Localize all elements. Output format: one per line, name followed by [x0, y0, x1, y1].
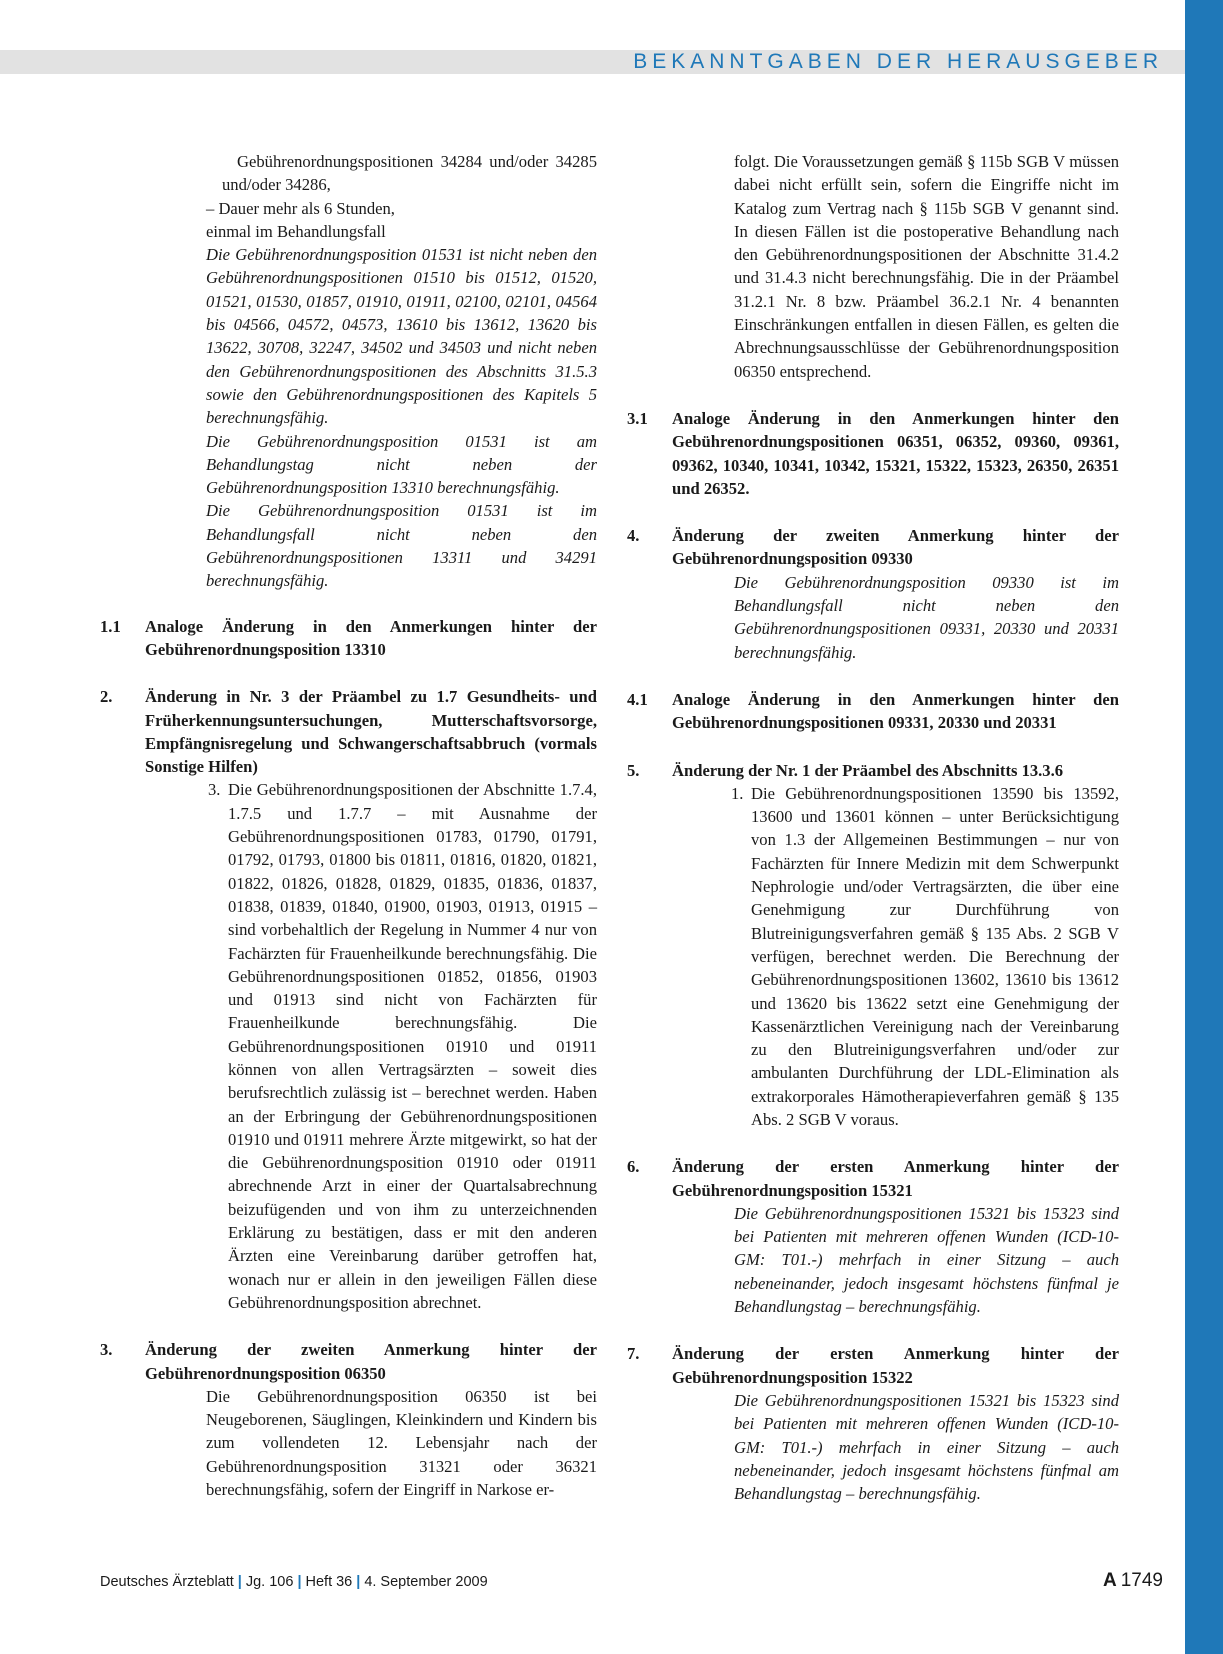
list-number: 3. [208, 780, 221, 800]
section-4-1 [627, 688, 1119, 735]
section-heading: Änderung in Nr. 3 der Präambel zu 1.7 Gesundheits- und Früherkennungsuntersuchungen, Mutterschaftsvorsorge, Empfängnisregelung und Schwangerschaftsabbruch (vormals Sonstige Hilfen) [145, 687, 597, 777]
footer-separator: | [237, 1574, 242, 1590]
section-header-title: BEKANNTGABEN DER HERAUSGEBER [633, 50, 1163, 73]
section-7-body: Die Gebührenordnungspositionen 15321 bis 15323 sind bei Patienten mit mehreren offenen Wunden (ICD-10-GM: T01.-) mehrfach in einer Sitzung – auch nebeneinander, jedoch insgesamt höchstens fünfmal am Behandlungstag – berechnungsfähig. [734, 1390, 1119, 1504]
intro-line-2: – Dauer mehr als 6 Stunden, [206, 198, 395, 218]
section-number: 2. [100, 687, 113, 707]
section-4-body: Die Gebührenordnungsposition 09330 ist im Behandlungsfall nicht neben den Gebührenordnungspositionen 09331, 20330 und 20331 berechnungsfähig. [734, 572, 1119, 662]
section-number: 5. [627, 760, 640, 780]
section-1-1 [100, 615, 597, 662]
list-text: Die Gebührenordnungspositionen 13590 bis 13592, 13600 und 13601 können – unter Berücksichtigung von 1.3 der Allgemeinen Bestimmungen – nur von Fachärzten für Innere Medizin mit dem Schwerpunkt Nephrologie und/oder Vertragsärzten, die über eine Genehmigung zur Durchführung von Blutreinigungsverfahren gemäß § 135 Abs. 2 SGB V verfügen, berechnet werden. Die Berechnung der Gebührenordnungspositionen 13602, 13610 bis 13612 und 13620 bis 13622 setzt eine Genehmigung der Kassenärztlichen Vereinigung nach der Vereinbarung zu den Blutreinigungsverfahren und/oder zur ambulanten Durchführung der LDL-Elimination als extrakorporales Hämotherapieverfahren gemäß § 135 Abs. 2 SGB V voraus. [751, 783, 1119, 1129]
section-heading: Analoge Änderung in den Anmerkungen hinter den Gebührenordnungspositionen 09331, 20330 und 20331 [672, 689, 1119, 733]
section-number: 7. [627, 1344, 640, 1364]
section-heading: Änderung der zweiten Anmerkung hinter der Gebührenordnungsposition 09330 [672, 526, 1119, 569]
continued-text: folgt. Die Voraussetzungen gemäß § 115b SGB V müssen dabei nicht erfüllt sein, sofern die Eingriffe nicht im Katalog zum Vertrag nach § 115b SGB V genannt sind. In diesen Fällen ist die postoperative Behandlung nach den Gebührenordnungspositionen der Abschnitte 31.4.2 und 31.4.3 nicht berechnungsfähig. Die in der Präambel 31.2.1 Nr. 8 bzw. Präambel 36.2.1 Nr. 4 benannten Einschränkungen entfallen in diesen Fällen, es gelten die Abrechnungsausschlüsse der Gebührenordnungsposition 06350 entsprechend. [734, 152, 1119, 381]
annotation-3: Die Gebührenordnungsposition 01531 ist im Behandlungsfall nicht neben den Gebührenordnungspositionen 13311 und 34291 berechnungsfähig. [206, 501, 597, 591]
footer-separator: | [297, 1574, 302, 1590]
annotation-1: Die Gebührenordnungsposition 01531 ist nicht neben den Gebührenordnungspositionen 01510 bis 01512, 01520, 01521, 01530, 01857, 01910, 01911, 02100, 02101, 04564 bis 04566, 04572, 04573, 13610 bis 13612, 13620 bis 13622, 30708, 32247, 34502 und 34503 und nicht neben den Gebührenordnungspositionen des Abschnitts 31.5.3 sowie den Gebührenordnungspositionen des Kapitels 5 berechnungsfähig. [206, 245, 597, 428]
journal-date: 4. September 2009 [364, 1574, 488, 1590]
section-heading: Änderung der Nr. 1 der Präambel des Abschnitts 13.3.6 [672, 760, 1064, 780]
section-number: 3. [100, 1340, 113, 1360]
section-4 [627, 524, 1119, 571]
page-prefix: A [1102, 1570, 1117, 1591]
section-6 [627, 1155, 1119, 1202]
footer-separator: | [356, 1574, 361, 1590]
section-number: 6. [627, 1157, 640, 1177]
section-6-body: Die Gebührenordnungspositionen 15321 bis 15323 sind bei Patienten mit mehreren offenen Wunden (ICD-10-GM: T01.-) mehrfach in einer Sitzung – auch nebeneinander, jedoch insgesamt höchstens fünfmal je Behandlungstag – berechnungsfähig. [734, 1203, 1119, 1317]
section-2 [100, 685, 597, 778]
section-5-list-item [731, 782, 1119, 1131]
intro-line-3: einmal im Behandlungsfall [206, 221, 386, 241]
section-number: 4. [627, 526, 640, 546]
section-heading: Änderung der ersten Anmerkung hinter der Gebührenordnungsposition 15321 [672, 1157, 1119, 1200]
page-value: 1749 [1120, 1570, 1163, 1591]
section-heading: Analoge Änderung in den Anmerkungen hinter der Gebührenordnungsposition 13310 [145, 616, 597, 659]
section-5 [627, 759, 1119, 782]
footer-citation [100, 1574, 488, 1590]
section-2-list-item [208, 778, 597, 1314]
section-3 [100, 1338, 597, 1385]
side-accent-bar [1185, 0, 1223, 1654]
intro-line-1: Gebührenordnungspositionen 34284 und/oder 34285 und/oder 34286, [222, 152, 597, 195]
section-3-body: Die Gebührenordnungsposition 06350 ist bei Neugeborenen, Säuglingen, Kleinkindern und Kindern bis zum vollendeten 12. Lebensjahr nach der Gebührenordnungsposition 31321 oder 36321 berechnungsfähig, sofern der Eingriff in Narkose er- [206, 1386, 597, 1500]
annotation-2: Die Gebührenordnungsposition 01531 ist am Behandlungstag nicht neben der Gebührenordnungsposition 13310 berechnungsfähig. [206, 431, 597, 498]
journal-volume: Jg. 106 [245, 1574, 294, 1590]
section-3-1 [627, 407, 1119, 500]
list-text: Die Gebührenordnungspositionen der Abschnitte 1.7.4, 1.7.5 und 1.7.7 – mit Ausnahme der Gebührenordnungspositionen 01783, 01790, 01791, 01792, 01793, 01800 bis 01811, 01816, 01820, 01821, 01822, 01826, 01828, 01829, 01835, 01836, 01837, 01838, 01839, 01840, 01900, 01903, 01913, 01915 – sind vorbehaltlich der Regelung in Nummer 4 nur von Fachärzten für Frauenheilkunde berechnungsfähig. Die Gebührenordnungspositionen 01852, 01856, 01903 und 01913 sind nicht von Fachärzten für Frauenheilkunde berechnungsfähig. Die Gebührenordnungspositionen 01910 und 01911 können von allen Vertragsärzten – soweit dies berufsrechtlich zulässig ist – berechnet werden. Haben an der Erbringung der Gebührenordnungspositionen 01910 und 01911 mehrere Ärzte mitgewirkt, so hat der die Gebührenordnungsposition 01910 oder 01911 abrechnende Arzt in einer der Quartalsabrechnung beizufügenden und von ihm zu unterzeichnenden Erklärung zu bestätigen, dass er mit den anderen Ärzten eine Vereinbarung darüber getroffen hat, wonach nur er allein in den jeweiligen Fällen diese Gebührenordnungsposition abrechnet. [228, 780, 597, 1312]
section-number: 1.1 [100, 616, 121, 636]
section-number: 4.1 [627, 689, 648, 709]
section-heading: Änderung der ersten Anmerkung hinter der Gebührenordnungsposition 15322 [672, 1344, 1119, 1387]
left-column [100, 150, 597, 1501]
section-heading: Analoge Änderung in den Anmerkungen hinter den Gebührenordnungspositionen 06351, 06352, 09360, 09361, 09362, 10340, 10341, 10342, 15321, 15322, 15323, 26350, 26351 und 26352. [672, 408, 1119, 498]
page-number [1103, 1570, 1163, 1592]
section-heading: Änderung der zweiten Anmerkung hinter der Gebührenordnungsposition 06350 [145, 1340, 597, 1383]
journal-issue: Heft 36 [305, 1574, 353, 1590]
journal-name: Deutsches Ärzteblatt [100, 1574, 234, 1590]
section-number: 3.1 [627, 408, 648, 428]
list-number: 1. [731, 783, 744, 803]
section-7 [627, 1342, 1119, 1389]
right-column [627, 150, 1119, 1505]
